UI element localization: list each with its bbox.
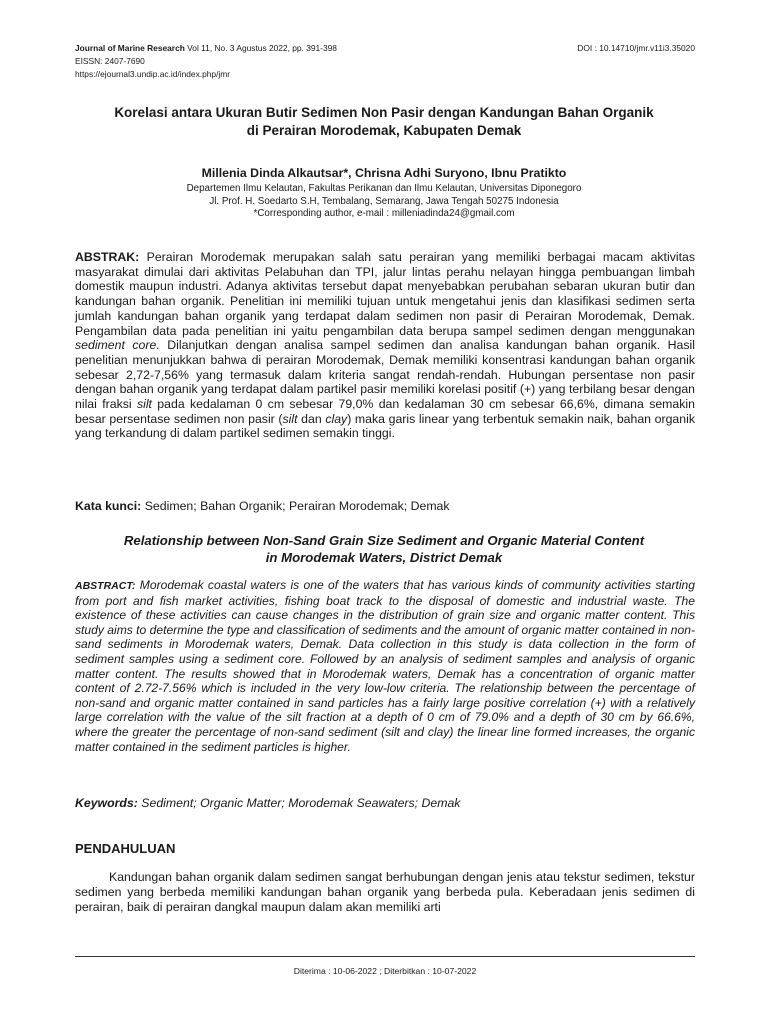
english-title-line-2: in Morodemak Waters, District Demak	[265, 550, 503, 565]
paper-title-line-2: di Perairan Morodemak, Kabupaten Demak	[246, 123, 522, 138]
abstrak-italic: sediment core.	[75, 338, 160, 353]
abstrak-text: dan	[297, 411, 326, 426]
abstrak-paragraph	[75, 250, 695, 441]
journal-details: Vol 11, No. 3 Agustus 2022, pp. 391-398	[187, 43, 337, 53]
abstrak-label: ABSTRAK:	[75, 250, 140, 264]
affiliation-line-2: Jl. Prof. H. Soedarto S.H, Tembalang, Semarang, Jawa Tengah 50275 Indonesia	[209, 195, 559, 207]
paper-title	[60, 104, 708, 140]
journal-header	[75, 42, 695, 81]
eissn: EISSN: 2407-7690	[75, 56, 145, 66]
abstrak-text: ) maka garis linear yang terbentuk semakin naik, bahan organik yang terkandung di dalam partikel sedimen semakin tinggi.	[75, 411, 695, 441]
abstrak-italic: silt	[282, 411, 298, 426]
keywords-label: Keywords:	[75, 796, 138, 810]
kata-kunci-label: Kata kunci:	[75, 499, 142, 513]
english-title	[60, 532, 708, 566]
kata-kunci	[75, 499, 695, 513]
corresponding-author: *Corresponding author, e-mail : milleniadinda24@gmail.com	[253, 208, 515, 219]
journal-name: Journal of Marine Research	[75, 43, 185, 53]
abstract-text: Morodemak coastal waters is one of the waters that has various kinds of community activities starting from port and fish market activities, fishing boat track to the disposal of domestic and industrial waste. The existence of these activities can cause changes in the distribution of grain size and organic matter content. This study aims to determine the type and classification of sediments and the amount of organic matter contained in non-sand sediments in Morodemak waters, Demak. Data collection in this study is data collection in the form of sediment samples using a sediment core. Followed by an analysis of sediment samples and analysis of organic matter content. The results showed that in Morodemak waters, Demak has a concentration of organic matter content of 2.72-7.56% which is included in the very low-low criteria. The relationship between the percentage of non-sand and organic matter contained in sand particles has a fairly large positive correlation (+) with a relatively large correlation with the value of the silt fraction at a depth of 0 cm of 79.0% and a depth of 30 cm by 66.6%, where the greater the percentage of non-sand sediment (silt and clay) the linear line formed increases, the organic matter contained in the sediment particles is higher.	[75, 578, 695, 754]
affiliation	[60, 183, 708, 221]
doi: DOI : 10.14710/jmr.v11i3.35020	[577, 43, 695, 53]
section-heading: PENDAHULUAN	[75, 841, 176, 856]
keywords	[75, 796, 695, 810]
journal-url[interactable]: https://ejournal3.undip.ac.id/index.php/jmr	[75, 69, 231, 79]
english-title-line-1: Relationship between Non-Sand Grain Size Sediment and Organic Material Content	[123, 533, 645, 548]
abstrak-text: Perairan Morodemak merupakan salah satu perairan yang memiliki berbagai macam aktivitas masyarakat dimulai dari aktivitas Pelabuhan dan TPI, jalur lintas perahu nelayan hingga pembuangan limbah domestik maupun industri. Adanya aktivitas tersebut dapat menyebabkan perubahan sebaran ukuran butir dan kandungan bahan organik. Penelitian ini memiliki tujuan untuk mengetahui jenis dan klasifikasi sedimen serta jumlah kandungan bahan organik yang terdapat dalam sedimen non pasir di Perairan Morodemak, Demak. Pengambilan data pada penelitian ini yaitu pengambilan data berupa sampel sedimen dengan menggunakan	[75, 250, 695, 338]
abstract-paragraph	[75, 578, 695, 754]
abstrak-italic: clay	[325, 411, 348, 426]
journal-citation	[75, 42, 337, 55]
paper-title-line-1: Korelasi antara Ukuran Butir Sedimen Non Pasir dengan Kandungan Bahan Organik	[114, 105, 654, 120]
affiliation-line-1: Departemen Ilmu Kelautan, Fakultas Perikanan dan Ilmu Kelautan, Universitas Diponegoro	[186, 183, 582, 194]
keywords-value: Sediment; Organic Matter; Morodemak Seawaters; Demak	[137, 796, 461, 810]
abstrak-text: Dilanjutkan dengan analisa sampel sedimen dan analisa kandungan bahan organik. Hasil penelitian menunjukkan bahwa di perairan Morodemak, Demak memiliki konsentrasi kandungan bahan organik sebesar 2,72-7,56% yang termasuk dalam kriteria sangat rendah-rendah. Hubungan persentase non pasir dengan bahan organik yang terdapat dalam partikel pasir memiliki korelasi positif (+) yang terbilang besar dengan nilai fraksi	[75, 338, 695, 412]
footer-dates: Diterima : 10-06-2022 ; Diterbitkan : 10-07-2022	[293, 966, 477, 976]
authors: Millenia Dinda Alkautsar*, Chrisna Adhi Suryono, Ibnu Pratikto	[201, 166, 567, 180]
abstrak-text: pada kedalaman 0 cm sebesar 79,0% dan kedalaman 30 cm sebesar 66,6%, dimana semakin besar persentase sedimen non pasir (	[75, 397, 695, 426]
intro-text: Kandungan bahan organik dalam sedimen sangat berhubungan dengan jenis atau tekstur sedimen, tekstur sedimen yang berbeda memiliki kandungan bahan organik yang berbeda pula. Keberadaan jenis sedimen di perairan, baik di perairan dangkal maupun dalam akan memiliki arti	[75, 870, 695, 914]
abstrak-italic: silt	[136, 397, 152, 412]
kata-kunci-value: Sedimen; Bahan Organik; Perairan Morodemak; Demak	[141, 499, 450, 513]
intro-paragraph	[75, 870, 695, 914]
footer-divider	[75, 956, 695, 957]
abstract-label: ABSTRACT:	[75, 580, 136, 592]
